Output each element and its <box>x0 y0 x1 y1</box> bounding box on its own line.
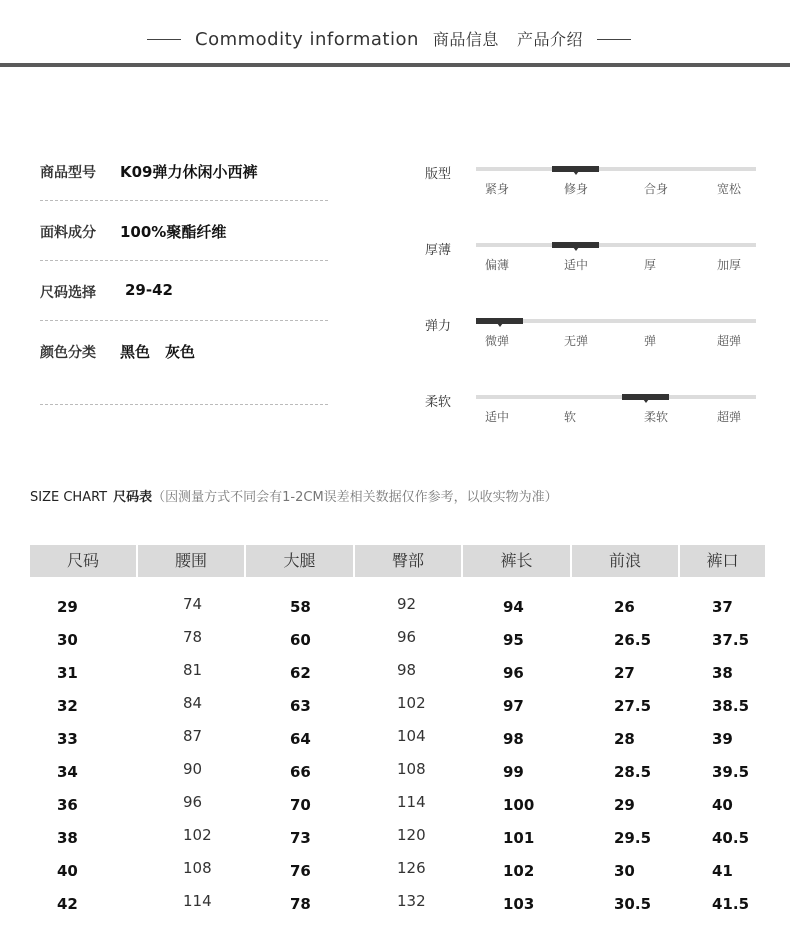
table-cell: 104 <box>397 727 426 745</box>
slider-3 <box>425 391 760 441</box>
table-cell: 28 <box>614 730 635 748</box>
table-row <box>30 826 765 859</box>
table-header-cell: 裤口 <box>680 545 765 577</box>
table-cell: 27.5 <box>614 697 652 715</box>
section-title <box>195 27 583 50</box>
table-header-cell: 大腿 <box>246 545 353 577</box>
table-cell: 103 <box>503 895 535 913</box>
section-header <box>0 0 790 68</box>
slider-indicator <box>622 394 669 400</box>
table-cell: 29 <box>57 598 78 616</box>
slider-track <box>476 243 756 247</box>
slider-option: 适中 <box>564 258 589 272</box>
spec-separator <box>40 404 328 405</box>
table-cell: 41.5 <box>712 895 750 913</box>
table-cell: 132 <box>397 892 426 910</box>
slider-option: 适中 <box>485 410 510 424</box>
table-row <box>30 694 765 727</box>
section-title-cn2: 产品介绍 <box>516 30 583 49</box>
table-cell: 31 <box>57 664 78 682</box>
table-cell: 101 <box>503 829 535 847</box>
spec-row <box>40 282 328 342</box>
table-cell: 39 <box>712 730 733 748</box>
size-chart-note: （因测量方式不同会有1-2CM误差相关数据仅作参考，以收实物为准） <box>152 490 558 505</box>
table-cell: 114 <box>183 892 212 910</box>
slider-option: 偏薄 <box>485 258 510 272</box>
table-row <box>30 793 765 826</box>
table-cell: 99 <box>503 763 524 781</box>
table-cell: 34 <box>57 763 78 781</box>
table-cell: 102 <box>183 826 212 844</box>
slider-option: 厚 <box>644 258 657 272</box>
table-cell: 84 <box>183 694 203 712</box>
table-cell: 30 <box>57 631 78 649</box>
spec-row <box>40 162 328 222</box>
table-cell: 62 <box>290 664 311 682</box>
table-cell: 95 <box>503 631 524 649</box>
table-cell: 32 <box>57 697 78 715</box>
spec-value: K09弹力休闲小西裤 <box>120 163 258 181</box>
slider-option: 弹 <box>644 334 657 348</box>
spec-value: 100%聚酯纤维 <box>120 223 227 241</box>
table-cell: 42 <box>57 895 78 913</box>
size-chart-heading <box>30 486 558 505</box>
section-title-en: Commodity information <box>195 29 419 50</box>
table-cell: 29 <box>614 796 635 814</box>
table-cell: 108 <box>183 859 212 877</box>
table-cell: 76 <box>290 862 311 880</box>
slider-indicator <box>552 166 599 172</box>
slider-option: 加厚 <box>717 258 742 272</box>
table-cell: 114 <box>397 793 426 811</box>
spec-row <box>40 342 328 402</box>
table-row <box>30 727 765 760</box>
table-header-cell: 臀部 <box>355 545 461 577</box>
table-header-cell: 尺码 <box>30 545 136 577</box>
table-cell: 98 <box>397 661 417 679</box>
slider-option: 柔软 <box>644 410 669 424</box>
table-cell: 30 <box>614 862 635 880</box>
slider-label: 弹力 <box>425 319 452 334</box>
table-cell: 40.5 <box>712 829 750 847</box>
table-cell: 40 <box>57 862 78 880</box>
table-cell: 87 <box>183 727 203 745</box>
spec-label: 商品型号 <box>40 165 96 181</box>
slider-label: 柔软 <box>425 395 452 410</box>
header-divider-left <box>147 39 181 40</box>
spec-separator <box>40 200 328 201</box>
table-cell: 58 <box>290 598 311 616</box>
table-cell: 38.5 <box>712 697 750 715</box>
table-cell: 74 <box>183 595 203 613</box>
table-header-cell: 裤长 <box>463 545 570 577</box>
table-cell: 120 <box>397 826 426 844</box>
size-table-header <box>30 545 765 577</box>
table-cell: 40 <box>712 796 733 814</box>
table-cell: 39.5 <box>712 763 750 781</box>
table-cell: 94 <box>503 598 524 616</box>
slider-option: 超弹 <box>717 410 742 424</box>
table-cell: 126 <box>397 859 426 877</box>
table-cell: 38 <box>712 664 733 682</box>
table-cell: 64 <box>290 730 311 748</box>
table-cell: 60 <box>290 631 311 649</box>
slider-track <box>476 395 756 399</box>
table-cell: 97 <box>503 697 524 715</box>
spec-row <box>40 222 328 282</box>
slider-option: 合身 <box>644 182 669 196</box>
table-cell: 81 <box>183 661 203 679</box>
header-divider-right <box>597 39 631 40</box>
header-bar <box>0 63 790 67</box>
slider-option: 宽松 <box>717 182 742 196</box>
slider-option: 修身 <box>564 182 589 196</box>
table-cell: 66 <box>290 763 311 781</box>
table-cell: 26 <box>614 598 635 616</box>
table-row <box>30 892 765 925</box>
table-cell: 28.5 <box>614 763 652 781</box>
size-chart-title-cn: 尺码表 <box>113 490 153 505</box>
table-cell: 33 <box>57 730 78 748</box>
table-row <box>30 628 765 661</box>
slider-label: 版型 <box>425 167 452 182</box>
slider-option: 无弹 <box>564 334 589 348</box>
table-header-cell: 前浪 <box>572 545 678 577</box>
table-cell: 98 <box>503 730 524 748</box>
table-row <box>30 859 765 892</box>
slider-option: 微弹 <box>485 334 510 348</box>
table-cell: 73 <box>290 829 311 847</box>
table-row <box>30 760 765 793</box>
section-title-cn1: 商品信息 <box>432 30 499 49</box>
table-cell: 92 <box>397 595 417 613</box>
table-cell: 70 <box>290 796 311 814</box>
spec-value: 黑色 灰色 <box>120 343 196 361</box>
slider-indicator <box>476 318 523 324</box>
slider-option: 超弹 <box>717 334 742 348</box>
slider-label: 厚薄 <box>425 243 452 258</box>
table-cell: 108 <box>397 760 426 778</box>
table-cell: 27 <box>614 664 635 682</box>
table-cell: 29.5 <box>614 829 652 847</box>
table-cell: 78 <box>290 895 311 913</box>
table-cell: 63 <box>290 697 311 715</box>
table-cell: 36 <box>57 796 78 814</box>
table-cell: 90 <box>183 760 203 778</box>
size-chart-title-en: SIZE CHART <box>30 490 108 505</box>
spec-label: 尺码选择 <box>40 285 96 301</box>
slider-option: 紧身 <box>485 182 510 196</box>
table-cell: 30.5 <box>614 895 652 913</box>
slider-2 <box>425 315 760 365</box>
spec-label: 面料成分 <box>40 225 96 241</box>
slider-option: 软 <box>564 410 577 424</box>
table-row <box>30 595 765 628</box>
table-cell: 38 <box>57 829 78 847</box>
spec-label: 颜色分类 <box>40 345 96 361</box>
table-cell: 96 <box>397 628 417 646</box>
table-row <box>30 661 765 694</box>
table-cell: 78 <box>183 628 203 646</box>
spec-value: 29-42 <box>125 281 173 299</box>
table-cell: 26.5 <box>614 631 652 649</box>
table-cell: 37 <box>712 598 733 616</box>
spec-separator <box>40 260 328 261</box>
slider-track <box>476 319 756 323</box>
slider-0 <box>425 163 760 213</box>
table-cell: 96 <box>503 664 524 682</box>
table-cell: 96 <box>183 793 203 811</box>
table-cell: 37.5 <box>712 631 750 649</box>
table-cell: 100 <box>503 796 535 814</box>
table-cell: 102 <box>503 862 535 880</box>
slider-indicator <box>552 242 599 248</box>
spec-separator <box>40 320 328 321</box>
slider-1 <box>425 239 760 289</box>
table-cell: 102 <box>397 694 426 712</box>
table-cell: 41 <box>712 862 733 880</box>
slider-track <box>476 167 756 171</box>
table-header-cell: 腰围 <box>138 545 244 577</box>
